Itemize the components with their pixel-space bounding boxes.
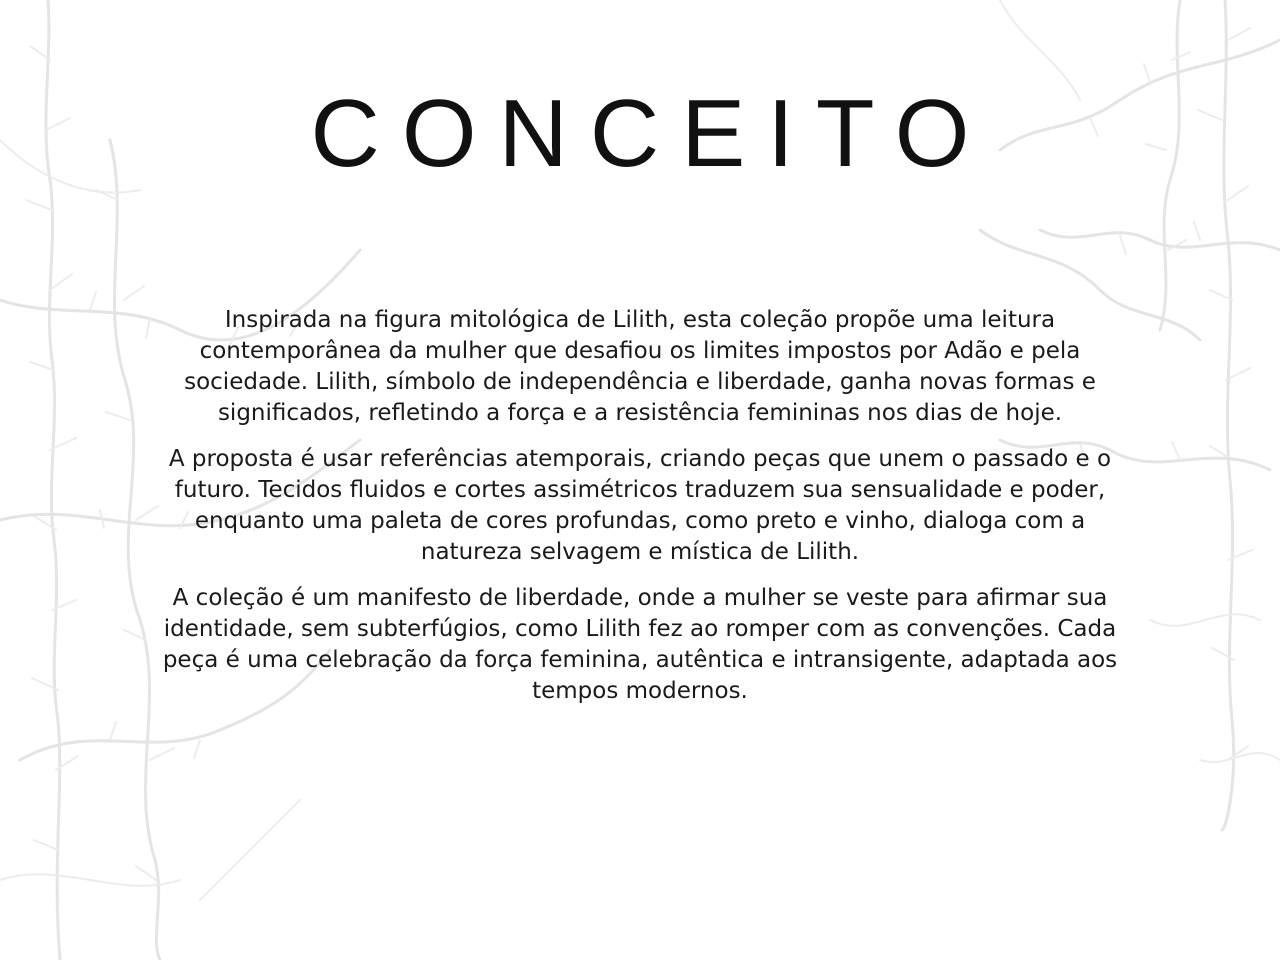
paragraph: A proposta é usar referências atemporais, criando peças que unem o passado e o futuro. Tecidos fluidos e cortes assimétricos traduzem sua sensualidade e poder, enquanto uma paleta de cores profundas, como preto e vinho, dialoga com a natureza selvagem e mística de Lilith. bbox=[168, 446, 1112, 565]
slide-title: CONCEITO bbox=[310, 80, 992, 187]
paragraph: A coleção é um manifesto de liberdade, onde a mulher se veste para afirmar sua identidade, sem subterfúgios, como Lilith fez ao romper com as convenções. Cada peça é uma celebração da força feminina, autêntica e intransigente, adaptada aos tempos modernos. bbox=[162, 585, 1118, 704]
paragraph: Inspirada na figura mitológica de Lilith, esta coleção propõe uma leitura contemporânea da mulher que desafiou os limites impostos por Adão e pela sociedade. Lilith, símbolo de independência e liberdade, ganha novas formas e significados, refletindo a força e a resistência femininas nos dias de hoje. bbox=[184, 307, 1096, 426]
concept-text bbox=[160, 305, 1120, 722]
